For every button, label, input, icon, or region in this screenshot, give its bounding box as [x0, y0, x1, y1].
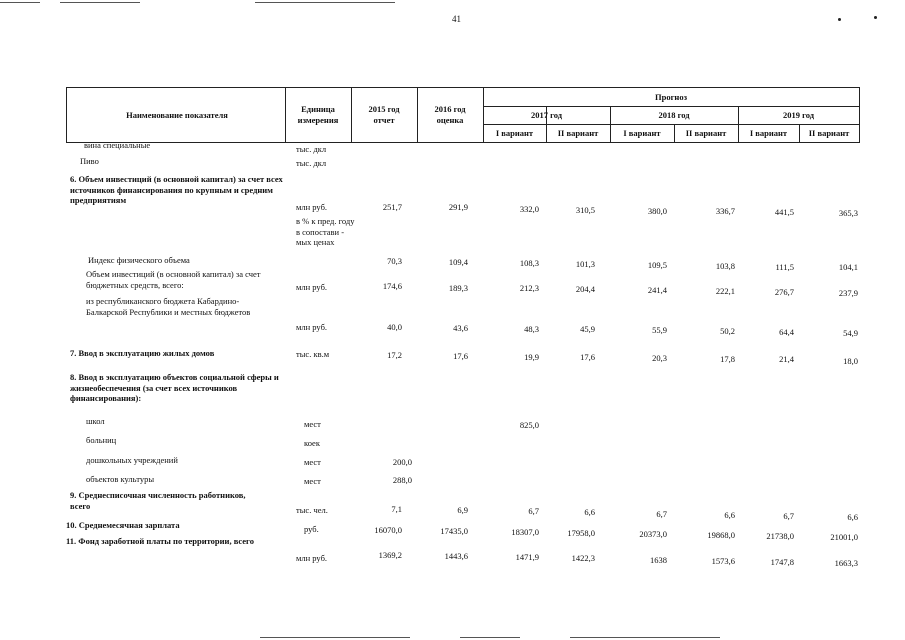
row-name: 9. Среднесписочная численность работников, всего	[70, 490, 246, 511]
header-unit: Единица измерения	[297, 104, 339, 125]
row-name: 11. Фонд заработной платы по территории, всего	[66, 536, 254, 546]
header-2016: 2016 год оценка	[434, 104, 466, 125]
value-2017-v2: 17,6	[580, 352, 595, 362]
value-2015: 1369,2	[378, 550, 402, 560]
header-2018-v2: II вариант	[685, 127, 727, 138]
value-2018-v1: 20373,0	[639, 529, 667, 539]
value-2017-v2: 17958,0	[567, 528, 595, 538]
page-number: 41	[452, 14, 461, 24]
value-2017-v1: 48,3	[524, 324, 539, 334]
row-name: Пиво	[80, 156, 99, 166]
value-2019-v2: 6,6	[847, 512, 858, 522]
value-2018-v1: 241,4	[647, 285, 667, 295]
value-2015: 251,7	[382, 202, 402, 212]
value-2018-v2: 1573,6	[711, 556, 735, 566]
value-2018-v2: 19868,0	[707, 530, 735, 540]
row-unit: млн руб.	[296, 322, 328, 332]
value-2019-v1: 21,4	[779, 354, 794, 364]
value-2017-v1: 212,3	[519, 283, 539, 293]
value-2018-v2: 222,1	[715, 286, 735, 296]
scan-artifact-line	[460, 637, 520, 638]
row-unit: млн руб.	[296, 202, 328, 212]
row-unit: млн руб.	[296, 282, 328, 292]
scan-artifact-line	[570, 637, 720, 638]
value-2017-v2: 6,6	[584, 507, 595, 517]
row-name: Объем инвестиций (в основной капитал) за счет бюджетных средств, всего:	[86, 269, 261, 290]
value-2016: 109,4	[448, 257, 468, 267]
row-unit: руб.	[304, 524, 319, 534]
header-2017-v2: II вариант	[557, 127, 599, 138]
value-2015: 16070,0	[374, 525, 402, 535]
value-2018-v2: 6,6	[724, 510, 735, 520]
header-forecast: Прогноз	[654, 91, 687, 102]
value-2016: 291,9	[448, 202, 468, 212]
row-unit: мест	[304, 419, 321, 429]
table-header	[66, 87, 860, 143]
value-2019-v2: 237,9	[838, 288, 858, 298]
value-2019-v1: 64,4	[779, 327, 794, 337]
value-2016: 43,6	[453, 323, 468, 333]
row-unit: мест	[304, 476, 321, 486]
header-2018-v1: I вариант	[623, 127, 661, 138]
value-2018-v1: 20,3	[652, 353, 667, 363]
row-unit: млн руб.	[296, 553, 328, 563]
header-2018: 2018 год	[658, 109, 690, 120]
value-2017-v1: 6,7	[528, 506, 539, 516]
value-2019-v1: 21738,0	[766, 531, 794, 541]
row-name: 10. Среднемесячная зарплата	[66, 520, 180, 530]
header-name: Наименование показателя	[126, 109, 228, 120]
header-2019: 2019 год	[782, 109, 815, 120]
value-2017-v2: 204,4	[575, 284, 595, 294]
scan-dot	[874, 16, 877, 19]
value-2019-v2: 365,3	[838, 208, 858, 218]
scan-artifact-line	[260, 637, 410, 638]
value-2018-v2: 50,2	[720, 326, 735, 336]
header-2019-v2: II вариант	[808, 127, 850, 138]
value-2017-v1: 18307,0	[511, 527, 539, 537]
value-2019-v2: 1663,3	[834, 558, 858, 568]
row-name: Индекс физического объема	[88, 255, 190, 265]
value-2017-v2: 45,9	[580, 324, 595, 334]
value-2018-v2: 17,8	[720, 354, 735, 364]
value-2019-v2: 21001,0	[830, 532, 858, 542]
scan-artifact-line	[60, 2, 140, 3]
row-name: больниц	[86, 435, 117, 445]
row-name: объектов культуры	[86, 474, 155, 484]
value-2019-v2: 104,1	[838, 262, 858, 272]
value-2018-v1: 109,5	[647, 260, 667, 270]
scan-artifact-line	[0, 2, 40, 3]
value-2017-v1: 108,3	[519, 258, 539, 268]
value-2019-v1: 6,7	[783, 511, 794, 521]
row-name: школ	[86, 416, 105, 426]
row-unit: тыс. чел.	[296, 505, 328, 515]
value-2018-v2: 103,8	[715, 261, 735, 271]
value-2018-v2: 336,7	[715, 206, 735, 216]
row-name: 6. Объем инвестиций (в основной капитал) за счет всех источников финансирования по крупным и средним предприятиям	[70, 174, 283, 206]
row-unit: коек	[304, 438, 320, 448]
value-2017-v2: 101,3	[575, 259, 595, 269]
value-2016: 6,9	[457, 505, 468, 515]
value-2015: 17,2	[387, 350, 402, 360]
value-2019-v2: 54,9	[843, 328, 858, 338]
scan-artifact-line	[255, 2, 395, 3]
value-2019-v1: 1747,8	[770, 557, 794, 567]
value-2017-v1: 825,0	[519, 420, 539, 430]
header-2015: 2015 год отчет	[368, 104, 400, 125]
value-2015: 70,3	[387, 256, 402, 266]
row-unit: тыс. дкл	[296, 144, 327, 154]
value-2017-v1: 332,0	[519, 204, 539, 214]
value-2019-v1: 441,5	[774, 207, 794, 217]
row-name: 8. Ввод в эксплуатацию объектов социальной сферы и жизнеобеспечения (за счет всех источников финансирования):	[70, 372, 279, 404]
scan-dot	[838, 18, 841, 21]
row-unit: тыс. кв.м	[296, 349, 330, 359]
row-name: из республиканского бюджета Кабардино-Балкарской Республики и местных бюджетов	[86, 296, 251, 317]
value-2015: 7,1	[391, 504, 402, 514]
value-2019-v2: 18,0	[843, 356, 858, 366]
value-2017-v1: 19,9	[524, 352, 539, 362]
value-2016: 17435,0	[440, 526, 468, 536]
value-2018-v1: 55,9	[652, 325, 667, 335]
header-2017: 2017 год	[530, 109, 563, 120]
value-2018-v1: 6,7	[656, 509, 667, 519]
value-2017-v1: 1471,9	[515, 552, 539, 562]
value-2015: 40,0	[387, 322, 402, 332]
value-2015: 200,0	[392, 457, 412, 467]
value-2016: 189,3	[448, 283, 468, 293]
value-2016: 17,6	[453, 351, 468, 361]
value-2015: 174,6	[382, 281, 402, 291]
row-unit: тыс. дкл	[296, 158, 327, 168]
header-2019-v1: I вариант	[749, 127, 788, 138]
row-unit: в % к пред. году в сопостави - мых ценах	[296, 216, 355, 248]
value-2015: 288,0	[392, 475, 412, 485]
row-unit: мест	[304, 457, 321, 467]
value-2018-v1: 1638	[650, 555, 667, 565]
row-name: дошкольных учреждений	[86, 455, 178, 465]
value-2016: 1443,6	[444, 551, 468, 561]
header-2017-v1: I вариант	[495, 127, 534, 138]
value-2017-v2: 310,5	[575, 205, 595, 215]
value-2019-v1: 111,5	[775, 262, 794, 272]
row-name: вина специальные	[84, 140, 151, 150]
value-2019-v1: 276,7	[774, 287, 794, 297]
value-2018-v1: 380,0	[647, 206, 667, 216]
row-name: 7. Ввод в эксплуатацию жилых домов	[70, 348, 215, 358]
value-2017-v2: 1422,3	[571, 553, 595, 563]
